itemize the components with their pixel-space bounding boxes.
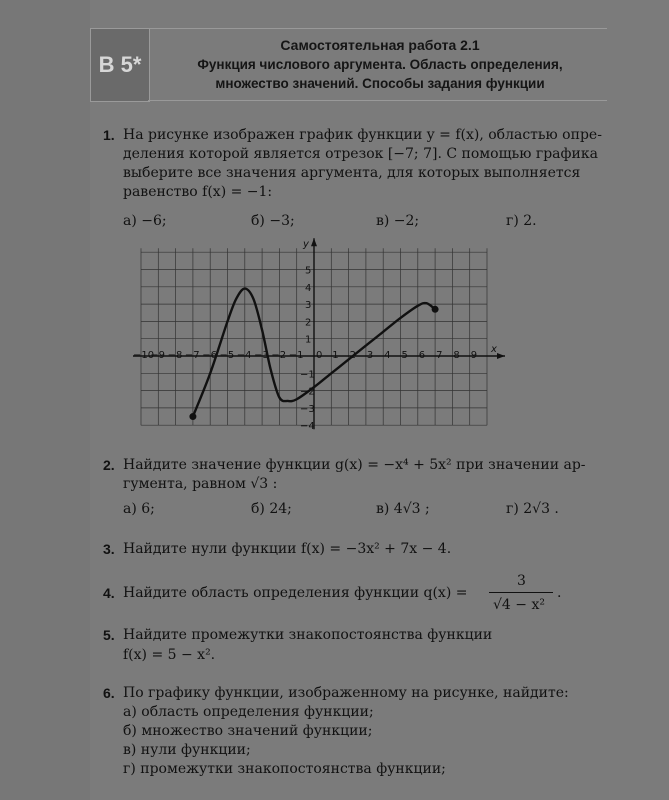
task-sub-item: в) нули функции; — [123, 742, 251, 758]
answer-option-d[interactable]: г) 2. — [506, 213, 537, 229]
task-number: 4. — [103, 585, 115, 601]
fraction-denominator: √4 − x² — [493, 597, 545, 613]
x-axis-label: x — [491, 344, 497, 355]
x-tick-label: 8 — [453, 350, 460, 361]
header — [160, 36, 600, 93]
task-text-line: Найдите промежутки знакопостоянства функции — [123, 627, 493, 643]
x-tick-label: 2 — [349, 350, 356, 361]
x-tick-label: −1 — [288, 350, 304, 361]
x-tick-label: −8 — [167, 350, 183, 361]
task-sub-item: г) промежутки знакопостоянства функции; — [123, 761, 446, 777]
task-number: 6. — [103, 685, 115, 701]
x-tick-label: 5 — [401, 350, 408, 361]
header-rule-bottom — [148, 100, 607, 101]
x-tick-label: −5 — [219, 350, 235, 361]
x-tick-label: 0 — [316, 350, 323, 361]
topic-title-line2: множество значений. Способы задания функции — [215, 76, 545, 91]
variant-badge: В 5* — [90, 28, 150, 102]
y-tick-label: −4 — [300, 421, 315, 433]
x-tick-label: 3 — [366, 350, 374, 361]
task-text-line: деления которой является отрезок [−7; 7]. С помощью графика — [123, 146, 598, 162]
answer-option-a[interactable]: а) −6; — [123, 213, 167, 229]
answer-option-b[interactable]: б) −3; — [251, 213, 295, 229]
task-number: 3. — [103, 541, 115, 557]
task-text-line: Найдите значение функции g(x) = −x⁴ + 5x² при значении ар- — [123, 457, 586, 473]
y-axis-label: y — [303, 239, 309, 251]
x-tick-label: 4 — [384, 350, 391, 361]
y-tick-label: 3 — [305, 300, 312, 312]
task-number: 5. — [103, 627, 115, 643]
work-title: Самостоятельная работа 2.1 — [280, 37, 480, 53]
x-tick-label: −7 — [184, 350, 200, 361]
function-graph — [118, 238, 497, 433]
y-tick-label: −3 — [300, 403, 315, 415]
y-tick-label: −1 — [300, 369, 315, 381]
task-number: 1. — [103, 127, 115, 143]
x-tick-label: −10 — [133, 350, 155, 361]
x-tick-label: −4 — [236, 350, 252, 361]
x-tick-label: 1 — [332, 350, 339, 361]
task-number: 2. — [103, 457, 115, 473]
task-text-line: выберите все значения аргумента, для которых выполняется — [123, 165, 581, 181]
endpoint-dot — [432, 306, 439, 313]
y-tick-label: 5 — [305, 265, 312, 277]
answer-option-a[interactable]: а) 6; — [123, 501, 155, 517]
sentence-end: . — [557, 585, 562, 601]
task-text-line: гумента, равном √3 : — [123, 476, 278, 492]
task-text-line: равенство f(x) = −1: — [123, 184, 273, 200]
y-tick-label: 4 — [305, 282, 312, 294]
y-tick-label: 1 — [305, 334, 312, 346]
task-text-line: f(x) = 5 − x². — [123, 647, 216, 663]
x-tick-label: −3 — [254, 350, 269, 361]
task-text-line: По графику функции, изображенному на рисунке, найдите: — [123, 685, 569, 701]
fraction-bar — [489, 592, 553, 593]
task-sub-item: а) область определения функции; — [123, 704, 374, 720]
answer-option-d[interactable]: г) 2√3 . — [506, 501, 559, 517]
answer-option-c[interactable]: в) −2; — [376, 213, 420, 229]
task-sub-item: б) множество значений функции; — [123, 723, 373, 739]
x-tick-label: 9 — [470, 350, 478, 361]
y-axis-arrow — [311, 238, 317, 246]
fraction-numerator: 3 — [517, 573, 526, 589]
header-rule-top — [148, 28, 607, 29]
task-text-line: Найдите нули функции f(x) = −3x² + 7x − 4. — [123, 541, 452, 557]
y-tick-label: 2 — [305, 317, 312, 329]
topic-title-line1: Функция числового аргумента. Область определения, — [197, 57, 563, 72]
answer-option-b[interactable]: б) 24; — [251, 501, 292, 517]
x-tick-label: 7 — [436, 350, 443, 361]
endpoint-dot — [189, 413, 196, 420]
x-tick-label: −2 — [271, 350, 287, 361]
task-text-line: Найдите область определения функции q(x) = — [123, 585, 468, 601]
task-text-line: На рисунке изображен график функции y = f(x), областью опре- — [123, 127, 602, 143]
answer-option-c[interactable]: в) 4√3 ; — [376, 501, 430, 517]
y-tick-label: −2 — [300, 386, 315, 398]
x-tick-label: −6 — [202, 350, 217, 361]
x-tick-label: −9 — [150, 350, 166, 361]
x-tick-label: 6 — [418, 350, 426, 361]
